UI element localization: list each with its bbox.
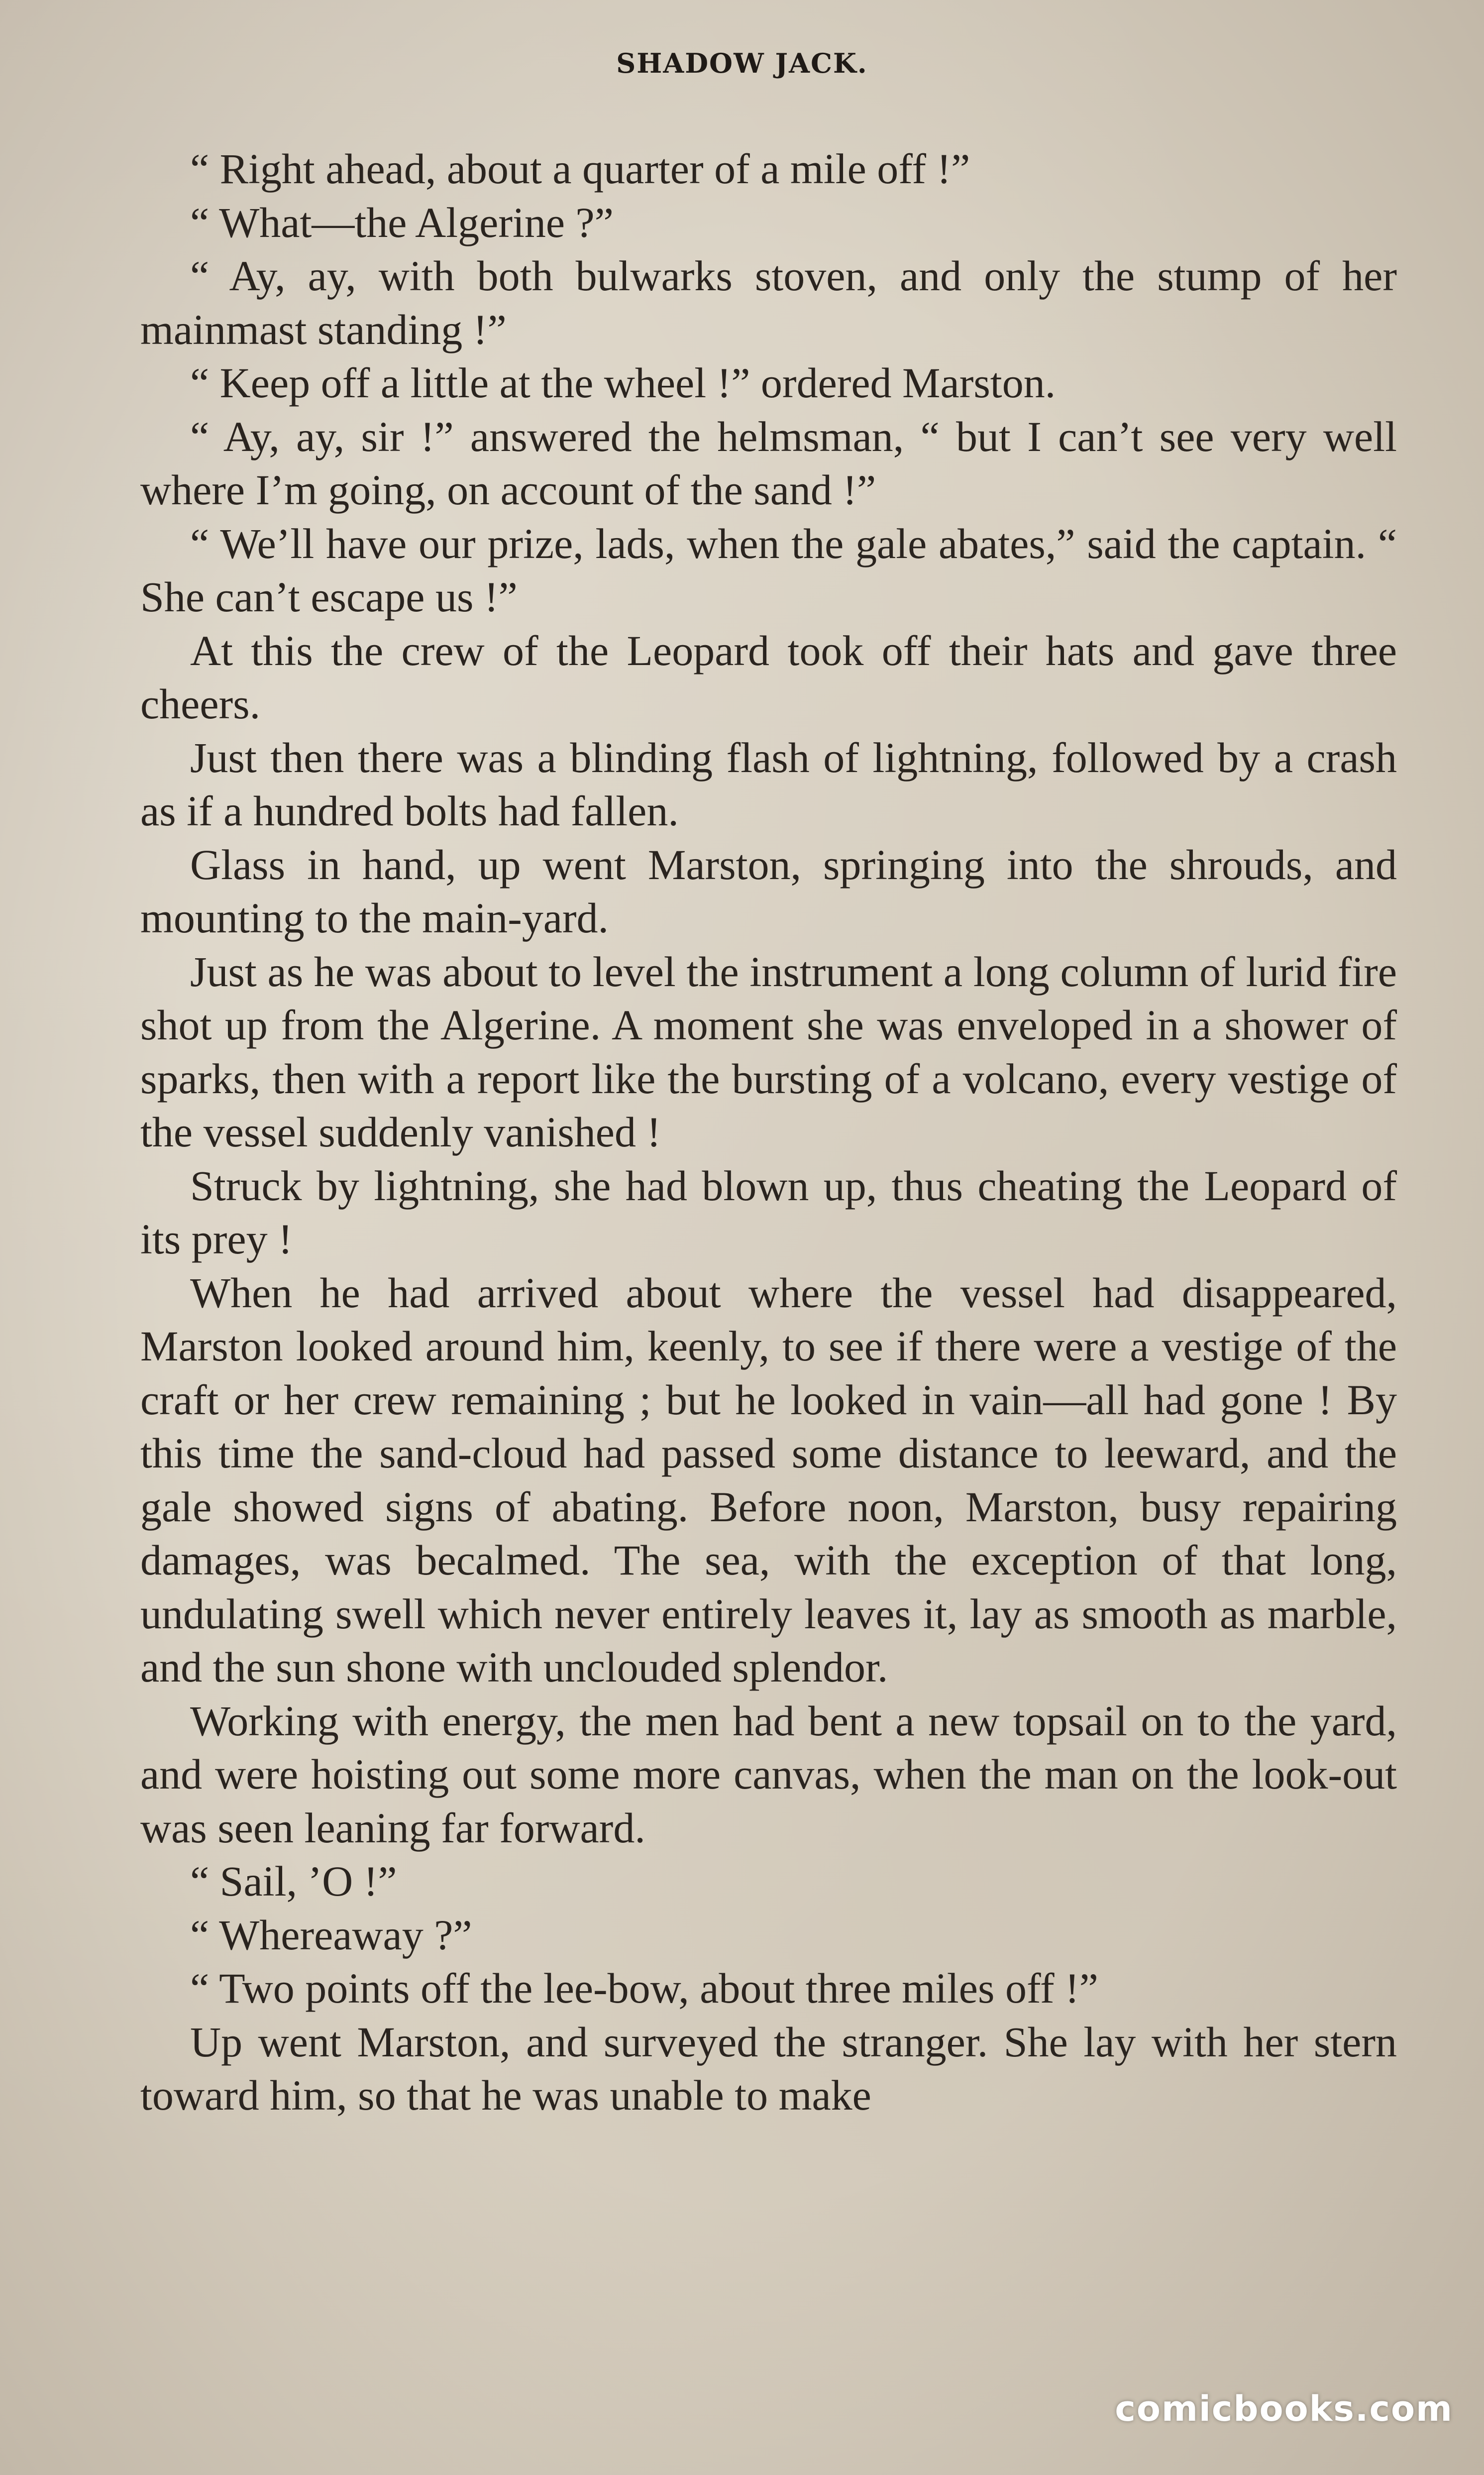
paragraph: “ We’ll have our prize, lads, when the gale abates,” said the captain. “ She can’t escape us !”	[140, 519, 1397, 621]
paragraph: At this the crew of the Leopard took off their hats and gave three cheers.	[140, 626, 1397, 728]
paragraph: “ Keep off a little at the wheel !” ordered Marston.	[190, 359, 1056, 407]
running-title: SHADOW JACK.	[616, 47, 868, 79]
paragraph: Just then there was a blinding flash of lightning, followed by a crash as if a hundred bolts had fallen.	[140, 733, 1397, 835]
watermark-text: comicbooks.com	[1115, 2388, 1453, 2429]
paragraph: “ Two points off the lee-bow, about three miles off !”	[190, 1964, 1098, 2012]
paragraph: Struck by lightning, she had blown up, thus cheating the Leopard of its prey !	[140, 1161, 1397, 1263]
paragraph: “ What—the Algerine ?”	[190, 198, 614, 246]
paragraph: “ Ay, ay, with both bulwarks stoven, and only the stump of her mainmast standing !”	[140, 252, 1397, 353]
paragraph: “ Right ahead, about a quarter of a mile off !”	[190, 145, 970, 193]
paragraph: Up went Marston, and surveyed the stranger. She lay with her stern toward him, so that he was unable to make	[140, 2018, 1397, 2119]
body-text	[140, 142, 1397, 2123]
paragraph: “ Sail, ’O !”	[190, 1857, 397, 1905]
paragraph: “ Ay, ay, sir !” answered the helmsman, “ but I can’t see very well where I’m going, on account of the sand !”	[140, 412, 1397, 514]
paragraph: When he had arrived about where the vessel had disappeared, Marston looked around him, keenly, to see if there were a vestige of the craft or her crew remaining ; but he looked in vain—all had gone ! By this time the sand-cloud had passed some distance to leeward, and the gale showed signs of abating. Before noon, Marston, busy repairing damages, was becalmed. The sea, with the exception of that long, undulating swell which never entirely leaves it, lay as smooth as marble, and the sun shone with unclouded splendor.	[140, 1268, 1397, 1691]
paragraph: Working with energy, the men had bent a new topsail on to the yard, and were hoisting out some more canvas, when the man on the look-out was seen leaning far forward.	[140, 1696, 1397, 1852]
paragraph: Just as he was about to level the instrument a long column of lurid fire shot up from the Algerine. A moment she was enveloped in a shower of sparks, then with a report like the bursting of a volcano, every vestige of the vessel suddenly vanished !	[140, 947, 1397, 1156]
paragraph: “ Whereaway ?”	[190, 1911, 472, 1959]
paragraph: Glass in hand, up went Marston, springing into the shrouds, and mounting to the main-yard.	[140, 840, 1397, 942]
